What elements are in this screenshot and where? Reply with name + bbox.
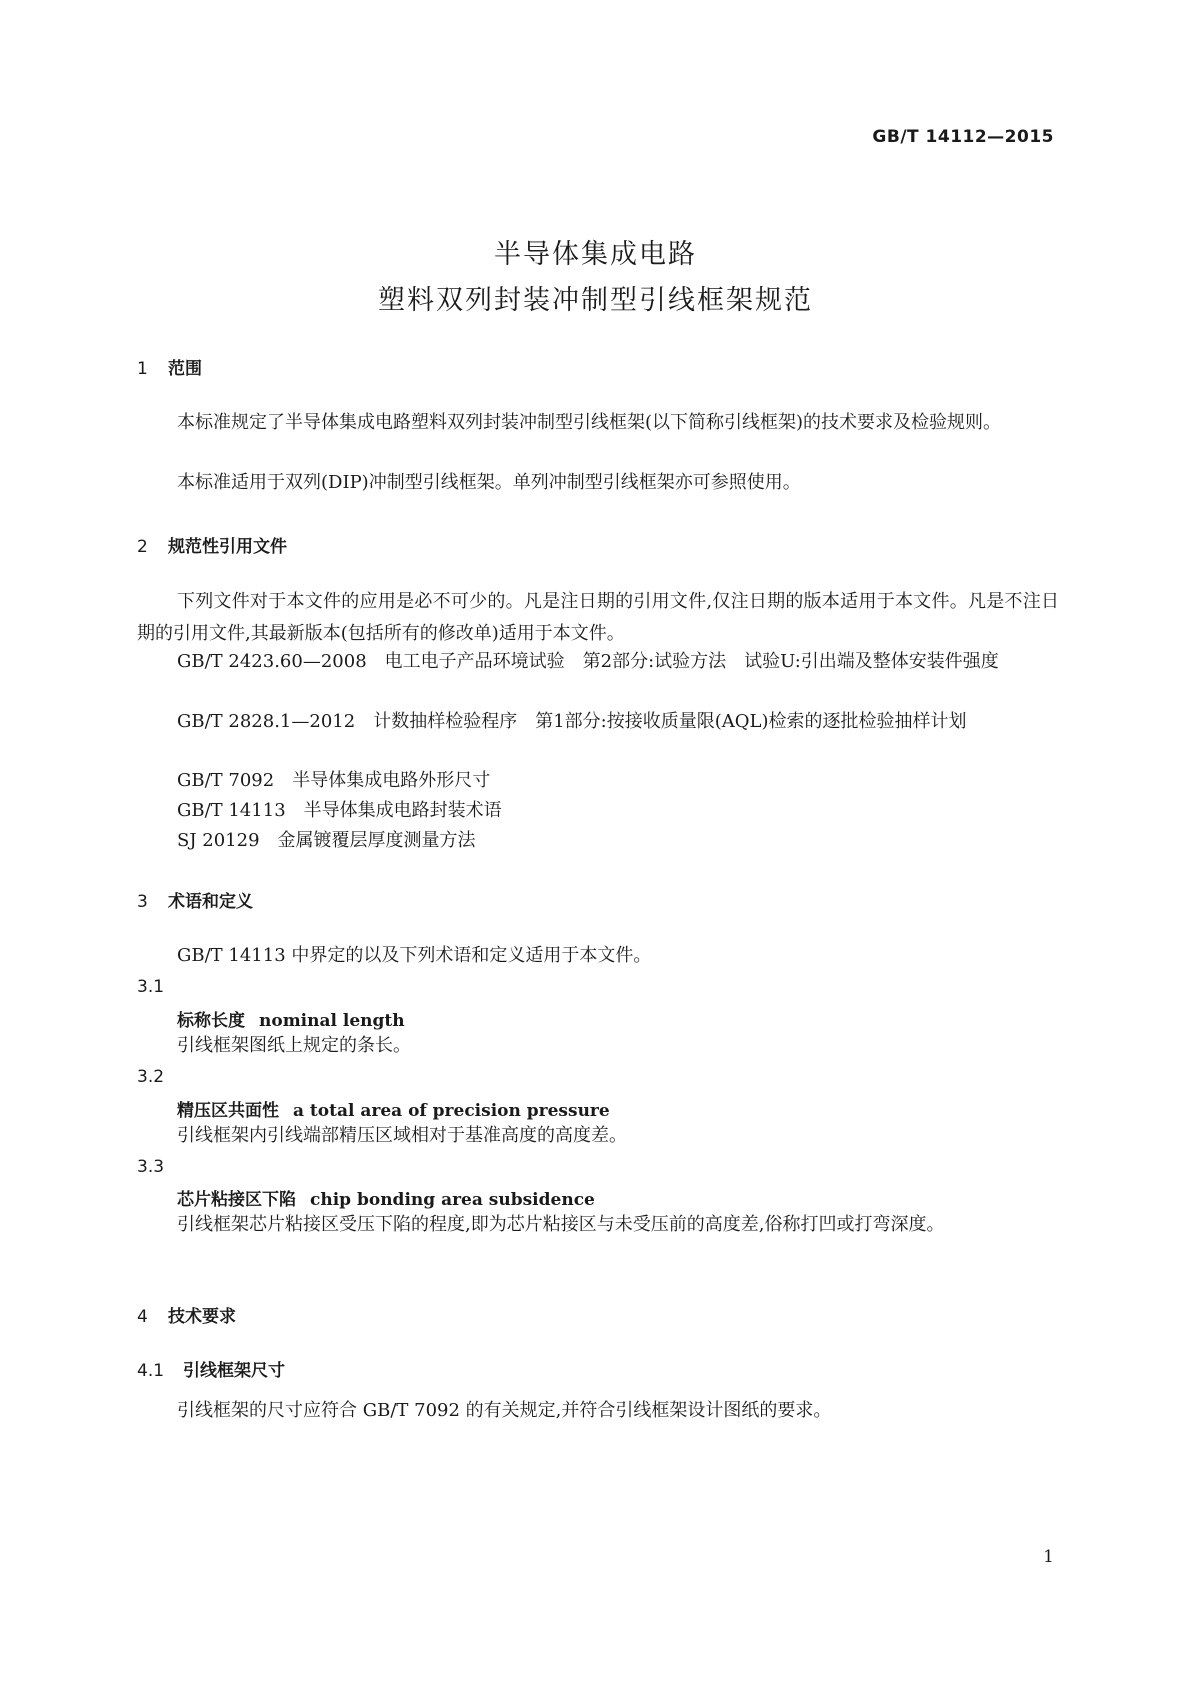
section-number: 1	[137, 359, 148, 379]
term-english: a total area of precision pressure	[293, 1101, 610, 1121]
section-2-heading	[137, 532, 287, 557]
standard-code: GB/T 14112—2015	[872, 127, 1054, 147]
term-entry	[177, 1185, 595, 1210]
reference-title: 电工电子产品环境试验 第2部分:试验方法 试验U:引出端及整体安装件强度	[384, 651, 999, 672]
section-1-paragraph-1: 本标准规定了半导体集成电路塑料双列封装冲制型引线框架(以下简称引线框架)的技术要求及检验规则。	[177, 412, 1002, 433]
section-4-heading	[137, 1302, 236, 1327]
reference-title: 计数抽样检验程序 第1部分:按接收质量限(AQL)检索的逐批检验抽样计划	[373, 711, 967, 732]
reference-code: GB/T 2423.60—2008	[177, 651, 367, 672]
term-definition: 引线框架图纸上规定的条长。	[177, 1035, 411, 1056]
subsection-title: 引线框架尺寸	[183, 1361, 285, 1381]
subsection-4-1-heading	[137, 1356, 285, 1381]
title-line-2: 塑料双列封装冲制型引线框架规范	[378, 285, 813, 316]
section-number: 2	[137, 537, 148, 557]
section-1-paragraph-2: 本标准适用于双列(DIP)冲制型引线框架。单列冲制型引线框架亦可参照使用。	[177, 472, 801, 493]
section-2-paragraph-1: 下列文件对于本文件的应用是必不可少的。凡是注日期的引用文件,仅注日期的版本适用于本文件。凡是不注日期的引用文件,其最新版本(包括所有的修改单)适用于本文件。	[137, 591, 1059, 644]
reference-5	[137, 825, 1059, 857]
term-definition: 引线框架芯片粘接区受压下陷的程度,即为芯片粘接区与未受压前的高度差,俗称打凹或打弯深度。	[177, 1214, 945, 1235]
section-title: 技术要求	[168, 1307, 236, 1327]
term-definition: 引线框架内引线端部精压区域相对于基准高度的高度差。	[177, 1125, 627, 1146]
term-number: 3.1	[137, 977, 165, 997]
reference-1	[137, 646, 1059, 678]
section-number: 3	[137, 892, 148, 912]
reference-title: 半导体集成电路封装术语	[303, 800, 502, 821]
reference-code: SJ 20129	[177, 830, 260, 851]
term-chinese: 标称长度	[177, 1011, 245, 1031]
term-entry	[177, 1096, 610, 1121]
reference-code: GB/T 7092	[177, 770, 275, 791]
term-english: chip bonding area subsidence	[310, 1190, 595, 1210]
page-number: 1	[1043, 1547, 1054, 1567]
term-entry	[177, 1006, 405, 1031]
term-chinese: 精压区共面性	[177, 1101, 279, 1121]
reference-4	[137, 795, 1059, 827]
term-number: 3.3	[137, 1157, 165, 1177]
section-title: 范围	[168, 359, 202, 379]
section-title: 规范性引用文件	[168, 537, 287, 557]
title-line-1: 半导体集成电路	[494, 239, 697, 270]
term-number: 3.2	[137, 1067, 165, 1087]
reference-code: GB/T 14113	[177, 800, 286, 821]
subsection-number: 4.1	[137, 1361, 165, 1381]
term-chinese: 芯片粘接区下陷	[177, 1190, 296, 1210]
reference-3	[137, 765, 1059, 797]
term-english: nominal length	[259, 1011, 405, 1031]
reference-2	[137, 706, 1059, 738]
section-3-heading	[137, 887, 253, 912]
section-3-paragraph-1: GB/T 14113 中界定的以及下列术语和定义适用于本文件。	[177, 945, 652, 966]
reference-title: 半导体集成电路外形尺寸	[292, 770, 491, 791]
section-1-heading	[137, 354, 202, 379]
reference-code: GB/T 2828.1—2012	[177, 711, 356, 732]
section-number: 4	[137, 1307, 148, 1327]
subsection-4-1-paragraph-1: 引线框架的尺寸应符合 GB/T 7092 的有关规定,并符合引线框架设计图纸的要求。	[177, 1400, 832, 1421]
reference-title: 金属镀覆层厚度测量方法	[277, 830, 476, 851]
section-title: 术语和定义	[168, 892, 253, 912]
